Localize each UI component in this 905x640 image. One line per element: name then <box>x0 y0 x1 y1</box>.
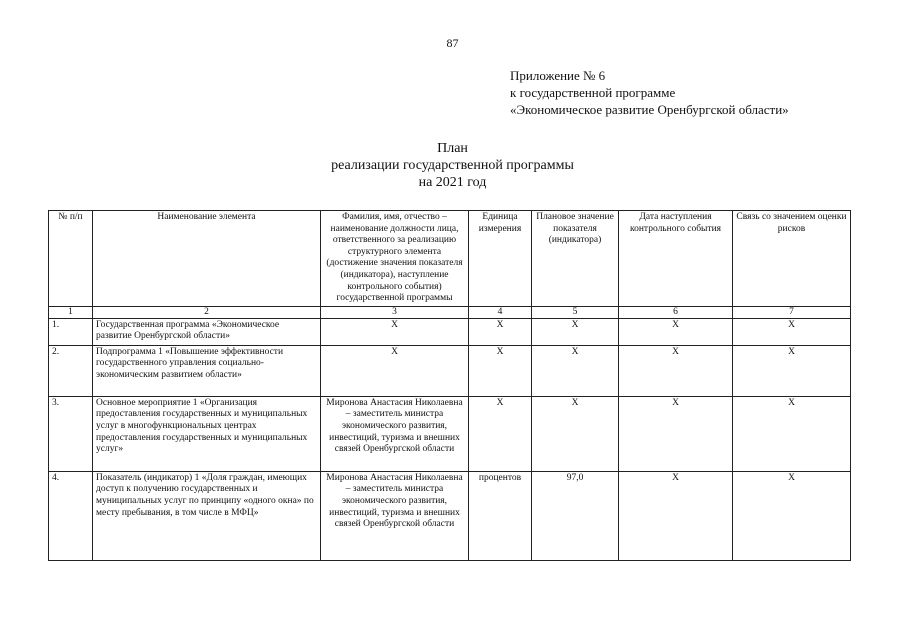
column-number: 2 <box>93 306 321 318</box>
cell-plan-value: 97,0 <box>532 471 619 560</box>
table-row <box>49 471 851 560</box>
cell-responsible: Миронова Анастасия Николаевна – заместитель министра экономического развития, инвестиций, туризма и внешних связей Оренбургской области <box>321 396 469 471</box>
plan-title-line-3: на 2021 год <box>418 175 487 190</box>
appendix-line-1: Приложение № 6 <box>510 68 606 83</box>
cell-name: Основное мероприятие 1 «Организация предоставления государственных и муниципальных услуг в многофункциональных центрах предоставления государственных и муниципальных услуг» <box>93 396 321 471</box>
cell-date: Х <box>619 396 733 471</box>
cell-unit: Х <box>469 318 532 345</box>
cell-num: 4. <box>49 471 93 560</box>
header-plan-value: Плановое значение показателя (индикатора) <box>532 211 619 307</box>
cell-name: Подпрограмма 1 «Повышение эффективности государственного управления социально-экономическим развитием области» <box>93 345 321 396</box>
cell-date: Х <box>619 318 733 345</box>
cell-plan-value: Х <box>532 396 619 471</box>
header-unit: Единица измерения <box>469 211 532 307</box>
cell-plan-value: Х <box>532 345 619 396</box>
plan-title <box>0 140 905 191</box>
column-number-row <box>49 306 851 318</box>
cell-num: 1. <box>49 318 93 345</box>
cell-plan-value: Х <box>532 318 619 345</box>
plan-title-line-2: реализации государственной программы <box>331 158 574 173</box>
cell-responsible: Х <box>321 318 469 345</box>
appendix-line-2: к государственной программе <box>510 85 676 100</box>
table-row <box>49 396 851 471</box>
table-row <box>49 345 851 396</box>
header-num: № п/п <box>49 211 93 307</box>
plan-table <box>48 210 851 561</box>
cell-name: Показатель (индикатор) 1 «Доля граждан, имеющих доступ к получению государственных и муниципальных услуг по принципу «одного окна» по месту пребывания, в том числе в МФЦ» <box>93 471 321 560</box>
column-number: 1 <box>49 306 93 318</box>
header-responsible: Фамилия, имя, отчество – наименование должности лица, ответственного за реализацию структурного элемента (достижение значения показателя (индикатора), наступление контрольного события) государственной программы <box>321 211 469 307</box>
cell-num: 3. <box>49 396 93 471</box>
cell-risk: Х <box>733 318 851 345</box>
header-date: Дата наступления контрольного события <box>619 211 733 307</box>
appendix-header <box>510 67 789 118</box>
header-name: Наименование элемента <box>93 211 321 307</box>
cell-unit: Х <box>469 396 532 471</box>
header-risk: Связь со значением оценки рисков <box>733 211 851 307</box>
column-number: 5 <box>532 306 619 318</box>
cell-num: 2. <box>49 345 93 396</box>
cell-risk: Х <box>733 471 851 560</box>
cell-unit: Х <box>469 345 532 396</box>
plan-title-line-1: План <box>437 141 468 156</box>
cell-risk: Х <box>733 396 851 471</box>
column-number: 4 <box>469 306 532 318</box>
page-number: 87 <box>446 36 459 50</box>
column-number: 6 <box>619 306 733 318</box>
column-number: 7 <box>733 306 851 318</box>
cell-risk: Х <box>733 345 851 396</box>
table-row <box>49 318 851 345</box>
column-number: 3 <box>321 306 469 318</box>
table-header-row <box>49 211 851 307</box>
cell-responsible: Миронова Анастасия Николаевна – заместитель министра экономического развития, инвестиций, туризма и внешних связей Оренбургской области <box>321 471 469 560</box>
cell-name: Государственная программа «Экономическое развитие Оренбургской области» <box>93 318 321 345</box>
cell-date: Х <box>619 471 733 560</box>
appendix-line-3: «Экономическое развитие Оренбургской области» <box>510 102 789 117</box>
cell-date: Х <box>619 345 733 396</box>
cell-unit: процентов <box>469 471 532 560</box>
cell-responsible: Х <box>321 345 469 396</box>
